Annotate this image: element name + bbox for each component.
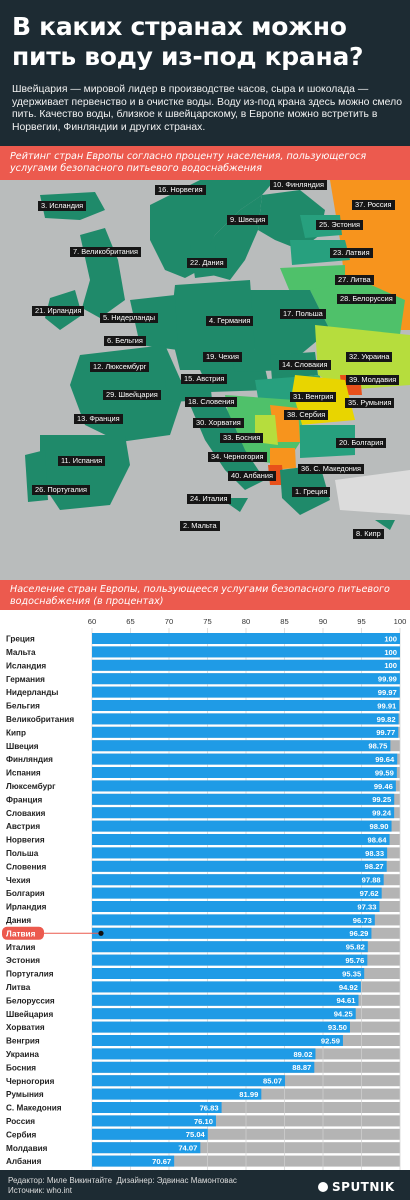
data-label: 98.75 [368,741,388,751]
bar [92,807,394,818]
footer [8,1176,237,1196]
data-label: 98.33 [365,848,385,858]
bar [92,901,379,912]
bar [92,780,396,791]
data-label: 99.97 [377,688,397,697]
map-label: 20. Болгария [336,438,386,448]
map-label: 25. Эстония [316,220,363,230]
data-label: 100 [384,647,397,657]
map-turkey [335,470,410,515]
tick-label-top: 90 [318,617,328,626]
map-label: 17. Польша [280,309,326,319]
category-label: Швейцария [6,1009,54,1019]
data-label: 97.33 [357,902,377,912]
tick-label-top: 95 [357,617,366,626]
map-label: 16. Норвегия [155,185,206,195]
bar [92,1075,285,1086]
category-label: Литва [6,983,31,992]
data-label: 98.27 [364,862,384,872]
map-label: 23. Латвия [330,248,373,258]
bar [92,740,390,751]
bar [92,914,375,925]
data-label: 95.76 [345,956,365,965]
category-label: Бельгия [6,701,40,711]
map-label: 27. Литва [335,275,374,285]
map-label: 31. Венгрия [290,392,336,402]
bar [92,1089,261,1100]
data-label: 95.35 [342,969,362,979]
data-label: 100 [384,634,397,644]
bar [92,1008,356,1019]
bar-chart-svg [0,610,410,1170]
category-label: Греция [6,634,35,644]
bar [92,687,400,698]
tick-label-top: 60 [87,617,97,626]
data-label: 96.29 [349,929,369,939]
logo-text: SPUTNIK [332,1180,395,1194]
data-label: 99.25 [372,795,392,805]
data-label: 99.99 [377,674,397,684]
map-label: 21. Ирландия [32,306,84,316]
category-label: Чехия [6,875,31,885]
map-label: 8. Кипр [353,529,384,539]
category-label: Италия [6,942,36,952]
data-label: 92.59 [320,1036,340,1046]
data-label: 93.50 [327,1023,347,1032]
category-label: Ирландия [6,902,47,912]
data-label: 88.87 [292,1063,312,1073]
bar [92,995,358,1006]
map-label: 11. Испания [58,456,105,466]
data-label: 95.82 [345,942,365,952]
map-label: 35. Румыния [345,398,394,408]
data-label: 99.91 [377,701,397,711]
footer-designer: Дизайнер: Эдвинас Мамонтовас [116,1176,237,1185]
bar [92,754,397,765]
map-label: 12. Люксембург [90,362,149,372]
bar [92,673,400,684]
bar [92,633,400,644]
logo-icon [318,1182,328,1192]
category-label: Эстония [6,956,41,966]
tick-label-top: 70 [164,617,174,626]
highlight-dot [98,931,103,936]
category-label: Финляндия [6,755,53,765]
data-label: 100 [384,661,397,671]
tick-label-top: 85 [280,617,289,626]
data-label: 98.64 [367,835,387,845]
map-label: 18. Словения [185,397,237,407]
bar [92,968,364,979]
category-label: Мальта [6,648,36,657]
tick-label-top: 100 [393,617,407,626]
category-label: С. Македония [6,1103,62,1113]
category-label: Албания [6,1157,42,1167]
map-label: 28. Белоруссия [337,294,396,304]
map-label: 29. Швейцария [103,390,161,400]
bar [92,700,399,711]
footer-source: Источник: who.int [8,1186,72,1195]
category-label: Украина [6,1050,39,1059]
chart-section-title: Население стран Европы, пользующееся услугами безопасного питьевого водоснабжения (в процентах) [0,580,410,610]
category-label: Австрия [6,822,41,832]
map-label: 40. Албания [228,471,276,481]
map-label: 39. Молдавия [346,375,399,385]
category-label: Германия [6,674,45,684]
map-label: 2. Мальта [180,521,220,531]
bar [92,955,367,966]
map-label: 4. Германия [206,316,253,326]
category-label: Молдавия [6,1143,48,1153]
data-label: 70.67 [152,1157,172,1166]
bar [92,981,361,992]
bar [92,861,387,872]
map-label: 15. Австрия [181,374,227,384]
bar [92,834,390,845]
data-label: 99.59 [374,768,394,778]
data-label: 94.92 [338,982,358,992]
tick-label-top: 65 [126,617,135,626]
map-label: 26. Португалия [32,485,90,495]
map-label: 9. Швеция [227,215,268,225]
category-label: Белоруссия [6,996,55,1006]
map-label: 10. Финляндия [270,180,327,190]
bar-chart [0,610,410,1170]
category-label: Россия [6,1117,36,1126]
tick-label-top: 80 [241,617,251,626]
footer-editor: Редактор: Миле Викинтайте [8,1176,113,1185]
data-label: 99.64 [375,755,395,764]
map-label: 14. Словакия [279,360,331,370]
map-label: 38. Сербия [284,410,328,420]
tick-label-top: 75 [203,617,212,626]
data-label: 76.83 [199,1103,219,1113]
data-label: 97.62 [359,889,379,898]
bar [92,1048,315,1059]
map-label: 22. Дания [187,258,227,268]
map-uk [80,228,125,318]
category-label: Дания [6,916,32,925]
map-label: 7. Великобритания [70,247,141,257]
map-label: 3. Исландия [38,201,86,211]
bar [92,928,371,939]
map-label: 33. Босния [220,433,263,443]
bar [92,1062,314,1073]
category-label: Хорватия [6,1023,45,1033]
europe-map [0,180,410,580]
map-label: 36. С. Македония [298,464,364,474]
page-subtitle: Швейцария — мировой лидер в производстве часов, сыра и шоколада — удерживает первенство и в очистке воды. Воду из-под крана здесь можно смело пить. Качество воды, близкое к швейцарскому, в Европе можно встретить в Норвегии, Финляндии и других странах. [12,84,403,133]
map-spain [40,435,130,510]
category-label: Исландия [6,661,47,671]
category-label: Португалия [6,969,54,979]
category-label: Люксембург [6,782,56,791]
map-label: 34. Черногория [208,452,267,462]
data-label: 99.24 [372,808,392,818]
data-label: 89.02 [293,1049,313,1059]
bar [92,660,400,671]
sputnik-logo [318,1180,395,1194]
category-label: Польша [6,849,39,858]
bar [92,727,398,738]
category-label: Норвегия [6,835,45,845]
bar [92,1035,343,1046]
category-label: Румыния [6,1090,44,1100]
bar [92,1022,350,1033]
map-label: 6. Бельгия [104,336,146,346]
data-label: 74.07 [178,1143,198,1153]
category-label: Словакия [6,808,46,818]
data-label: 96.73 [352,915,372,925]
data-label: 99.77 [376,728,396,738]
data-label: 75.04 [185,1130,205,1140]
map-label: 1. Греция [292,487,330,497]
category-label: Кипр [6,728,26,738]
map-label: 30. Хорватия [193,418,244,428]
map-label: 32. Украина [346,352,392,362]
data-label: 81.99 [239,1090,259,1099]
bar [92,767,397,778]
bar [92,847,387,858]
category-label: Испания [6,768,41,778]
category-label: Латвия [6,929,36,939]
data-label: 99.82 [376,714,396,724]
category-label: Нидерланды [6,688,59,698]
map-label: 24. Италия [187,494,231,504]
map-label: 37. Россия [352,200,395,210]
category-label: Болгария [6,889,45,899]
bar [92,888,382,899]
category-label: Великобритания [6,715,75,724]
page-title: В каких странах можно пить воду из-под крана? [12,12,364,71]
bar [92,821,392,832]
map-section-title: Рейтинг стран Европы согласно проценту населения, пользующегося услугами безопасного питьевого водоснабжения [0,146,410,180]
data-label: 76.10 [193,1116,213,1126]
category-label: Франция [6,795,43,805]
map-label: 19. Чехия [203,352,242,362]
bar [92,874,384,885]
category-label: Словения [6,862,47,872]
data-label: 85.07 [263,1076,283,1086]
category-label: Швеция [6,741,39,751]
bar [92,713,399,724]
data-label: 98.90 [369,822,389,831]
category-label: Сербия [6,1130,37,1140]
data-label: 99.46 [373,781,393,791]
bar [92,941,368,952]
map-label: 5. Нидерланды [100,313,158,323]
data-label: 94.25 [333,1009,353,1019]
map-label: 13. Франция [74,414,123,424]
bar [92,646,400,657]
data-label: 94.61 [336,996,356,1006]
data-label: 97.88 [361,875,381,885]
bar [92,794,394,805]
category-label: Черногория [6,1076,55,1086]
category-label: Венгрия [6,1036,40,1046]
category-label: Босния [6,1063,37,1073]
